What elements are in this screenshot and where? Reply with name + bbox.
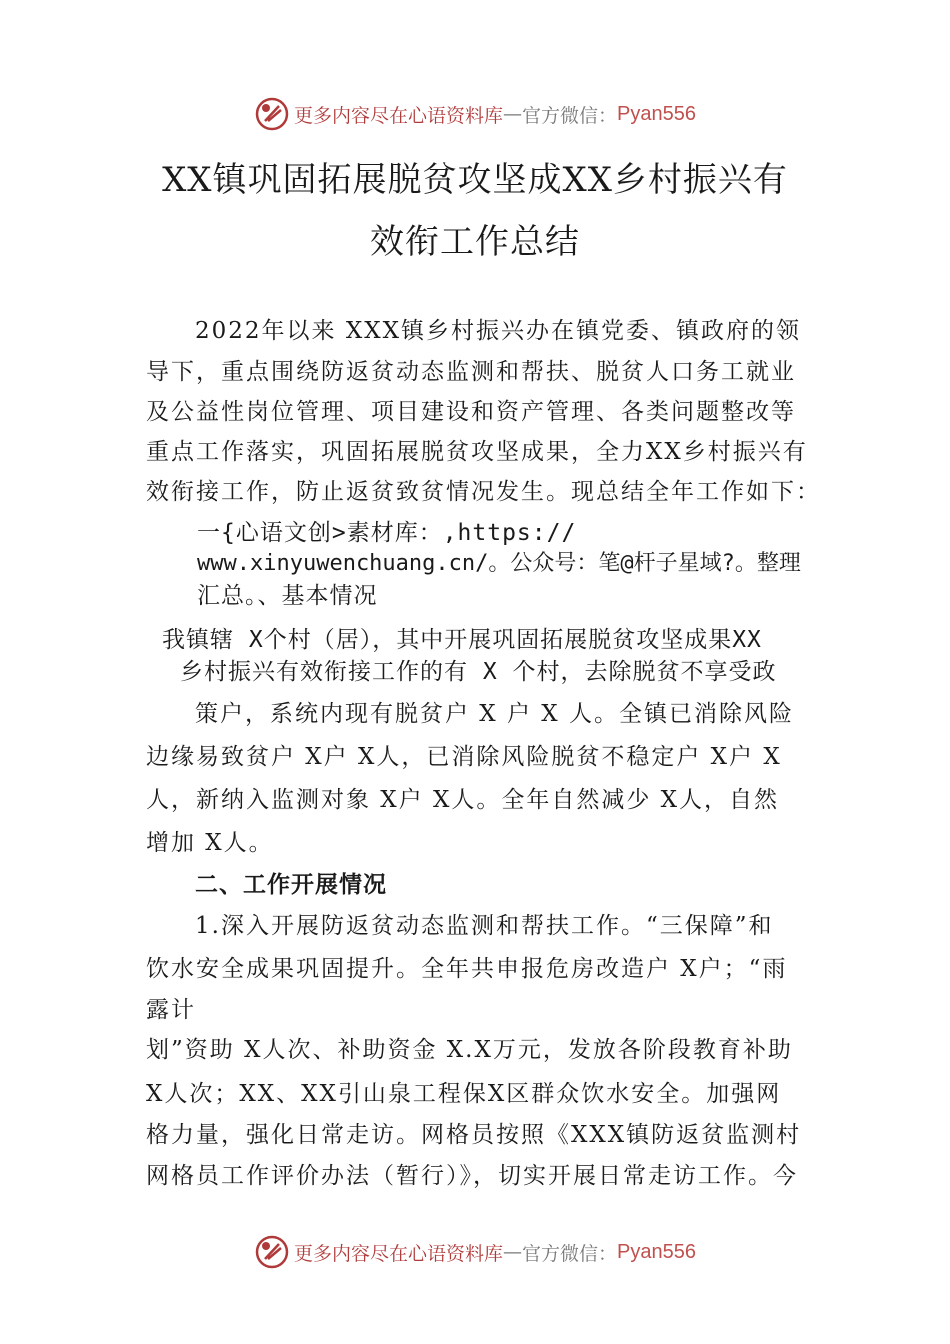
watermark-wechat-id: Pyan556 bbox=[617, 102, 696, 125]
body-line: 增加 X人。 bbox=[146, 830, 274, 856]
watermark-site: 更多内容尽在心语资料库 bbox=[294, 104, 504, 127]
watermark-label: 官方微信： bbox=[522, 1242, 618, 1265]
body-line: 2022年以来 XXX镇乡村振兴办在镇党委、镇政府的领 bbox=[195, 318, 801, 344]
body-line: 重点工作落实，巩固拓展脱贫攻坚成果，全力XX乡村振兴有 bbox=[146, 439, 808, 465]
watermark-site: 更多内容尽在心语资料库 bbox=[294, 1242, 504, 1265]
section-heading: 二、工作开展情况 bbox=[195, 872, 387, 898]
watermark-banner-top bbox=[0, 94, 950, 134]
watermark-dash: — bbox=[503, 1241, 523, 1263]
watermark-wechat-id: Pyan556 bbox=[617, 1240, 696, 1263]
body-line: 边缘易致贫户 X户 X人，已消除风险脱贫不稳定户 X户 X bbox=[146, 744, 782, 770]
body-line: 一{心语文创>素材库：,https:// bbox=[197, 520, 577, 546]
body-line: www.xinyuwenchuang.cn/。公众号：笔@杆子星域?。整理 bbox=[197, 551, 801, 576]
document-title-line-1: XX镇巩固拓展脱贫攻坚成XX乡村振兴有 bbox=[162, 160, 788, 200]
body-line: 露计 bbox=[146, 997, 196, 1023]
logo-icon bbox=[254, 1234, 290, 1270]
body-line: 格力量，强化日常走访。网格员按照《XXX镇防返贫监测村 bbox=[146, 1122, 802, 1148]
document-title-line-2: 效衔工作总结 bbox=[370, 222, 580, 262]
body-line: 人，新纳入监测对象 X户 X人。全年自然减少 X人，自然 bbox=[146, 787, 780, 813]
watermark-banner-bottom bbox=[0, 1232, 950, 1272]
body-line: 策户，系统内现有脱贫户 X 户 X 人。全镇已消除风险 bbox=[195, 701, 794, 727]
body-line: 汇总。、基本情况 bbox=[197, 583, 378, 609]
body-line: 效衔接工作，防止返贫致贫情况发生。现总结全年工作如下： bbox=[146, 479, 821, 505]
body-line: 网格员工作评价办法（暂行）》，切实开展日常走访工作。今 bbox=[146, 1163, 798, 1189]
body-line: 乡村振兴有效衔接工作的有 X 个村，去除脱贫不享受政 bbox=[180, 659, 777, 685]
body-line: 1.深入开展防返贫动态监测和帮扶工作。“三保障”和 bbox=[195, 913, 774, 939]
body-line: X人次；XX、XX引山泉工程保X区群众饮水安全。加强网 bbox=[146, 1081, 782, 1107]
logo-icon bbox=[254, 96, 290, 132]
body-line: 饮水安全成果巩固提升。全年共申报危房改造户 X户；“雨 bbox=[146, 956, 788, 982]
watermark-label: 官方微信： bbox=[522, 104, 618, 127]
body-line: 及公益性岗位管理、项目建设和资产管理、各类问题整改等 bbox=[146, 399, 796, 425]
body-line: 划”资助 X人次、补助资金 X.X万元，发放各阶段教育补助 bbox=[146, 1037, 793, 1063]
watermark-dash: — bbox=[503, 103, 523, 125]
body-line: 导下，重点围绕防返贫动态监测和帮扶、脱贫人口务工就业 bbox=[146, 359, 796, 385]
body-line: 我镇辖 X个村（居），其中开展巩固拓展脱贫攻坚成果XX bbox=[162, 627, 762, 653]
